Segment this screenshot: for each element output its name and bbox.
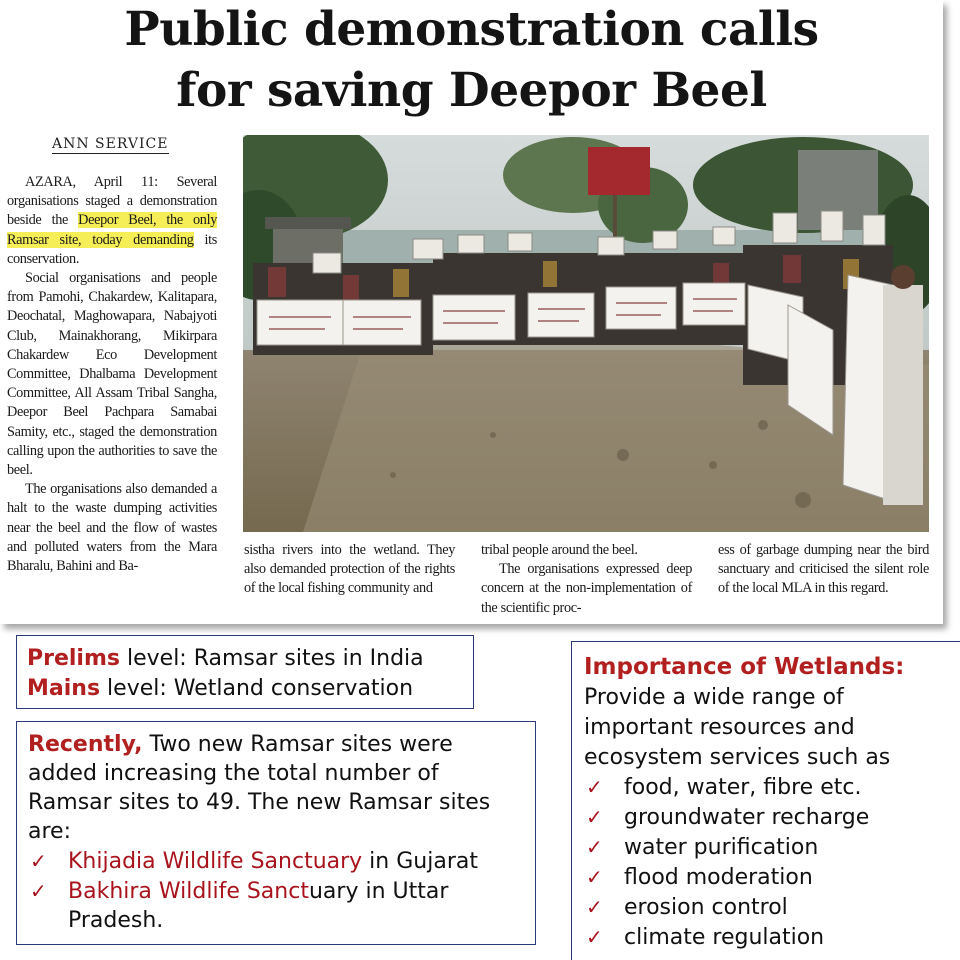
check-icon: ✓: [586, 805, 603, 829]
prelims-label: Prelims: [27, 646, 120, 671]
check-icon: ✓: [586, 895, 603, 919]
mains-label: Mains: [27, 676, 101, 701]
wetland-service-item: erosion control: [624, 895, 788, 920]
recent-label: Recently,: [28, 732, 143, 757]
article-column-2: sistha rivers into the wetland. They also demanded protection of the rights of the local fishing community and: [244, 542, 455, 597]
article-column-4: ess of garbage dumping near the bird sanctuary and criticised the silent role of the local MLA in this regard.: [718, 542, 929, 597]
highlighted-text: Deepor Beel, the only Ramsar site, today demanding: [7, 212, 218, 248]
recent-line-4: are:: [28, 819, 71, 844]
mains-line: Mains level: Wetland conservation: [27, 676, 414, 701]
article-column-3: tribal people around the beel. The organisations expressed deep concern at the non-implementation of the scientific proc-: [481, 542, 692, 616]
wetlands-title: Importance of Wetlands:: [584, 654, 905, 680]
recent-line-1: Recently, Two new Ramsar sites were: [28, 732, 453, 757]
ramsar-site-item-1: Khijadia Wildlife Sanctuary in Gujarat: [68, 849, 478, 874]
article-column-1: [7, 173, 217, 576]
paragraph-2: Social organisations and people from Pamohi, Chakardew, Kalitapara, Deochatal, Maghowapara, Nabajyoti Club, Mainakhorang, Mikirpara Chakardew Eco Development Committee, Dhalbama Development Committee, All Assam Tribal Sangha, Deepor Beel Pachpara Samabai Samity, etc., staged the demonstration calling upon the authorities to save the beel.: [7, 270, 217, 479]
paragraph-1: AZARA, April 11: Several organisations staged a demonstration beside the Deepor Beel, the only Ramsar site, today demanding its conservation.: [7, 174, 218, 267]
recent-line-3: Ramsar sites to 49. The new Ramsar sites: [28, 790, 491, 815]
check-icon: ✓: [586, 865, 603, 889]
wetland-service-item: water purification: [624, 835, 819, 860]
recent-ramsar-box: [16, 721, 536, 945]
wetlands-importance-box: [571, 641, 960, 960]
wetlands-intro-2: important resources and: [584, 715, 855, 740]
wetland-service-item: food, water, fibre etc.: [624, 775, 862, 800]
wetland-service-item: climate regulation: [624, 925, 825, 950]
headline-line-1: Public demonstration calls: [124, 2, 819, 57]
check-icon: ✓: [586, 835, 603, 859]
wetland-service-item: flood moderation: [624, 865, 813, 890]
ramsar-site-item-2-cont: Pradesh.: [68, 908, 164, 933]
wetlands-intro-3: ecosystem services such as: [584, 745, 891, 770]
paragraph-3: The organisations also demanded a halt to the waste dumping activities near the beel and the flow of wastes and polluted waters from the Mara Bharalu, Bahini and Ba-: [7, 481, 217, 575]
prelims-line: Prelims level: Ramsar sites in India: [27, 646, 424, 671]
ramsar-site-item-2: Bakhira Wildlife Sanctuary in Uttar: [68, 879, 449, 904]
check-icon: ✓: [586, 925, 603, 949]
recent-line-2: added increasing the total number of: [28, 761, 439, 786]
check-icon: ✓: [30, 849, 47, 873]
check-icon: ✓: [30, 879, 47, 903]
wetlands-intro-1: Provide a wide range of: [584, 685, 844, 710]
news-photo: [243, 135, 929, 532]
check-icon: ✓: [586, 775, 603, 799]
exam-levels-box: [16, 635, 474, 709]
wetland-service-item: groundwater recharge: [624, 805, 870, 830]
headline-line-2: for saving Deepor Beel: [176, 63, 767, 118]
byline: ANN SERVICE: [52, 136, 169, 152]
